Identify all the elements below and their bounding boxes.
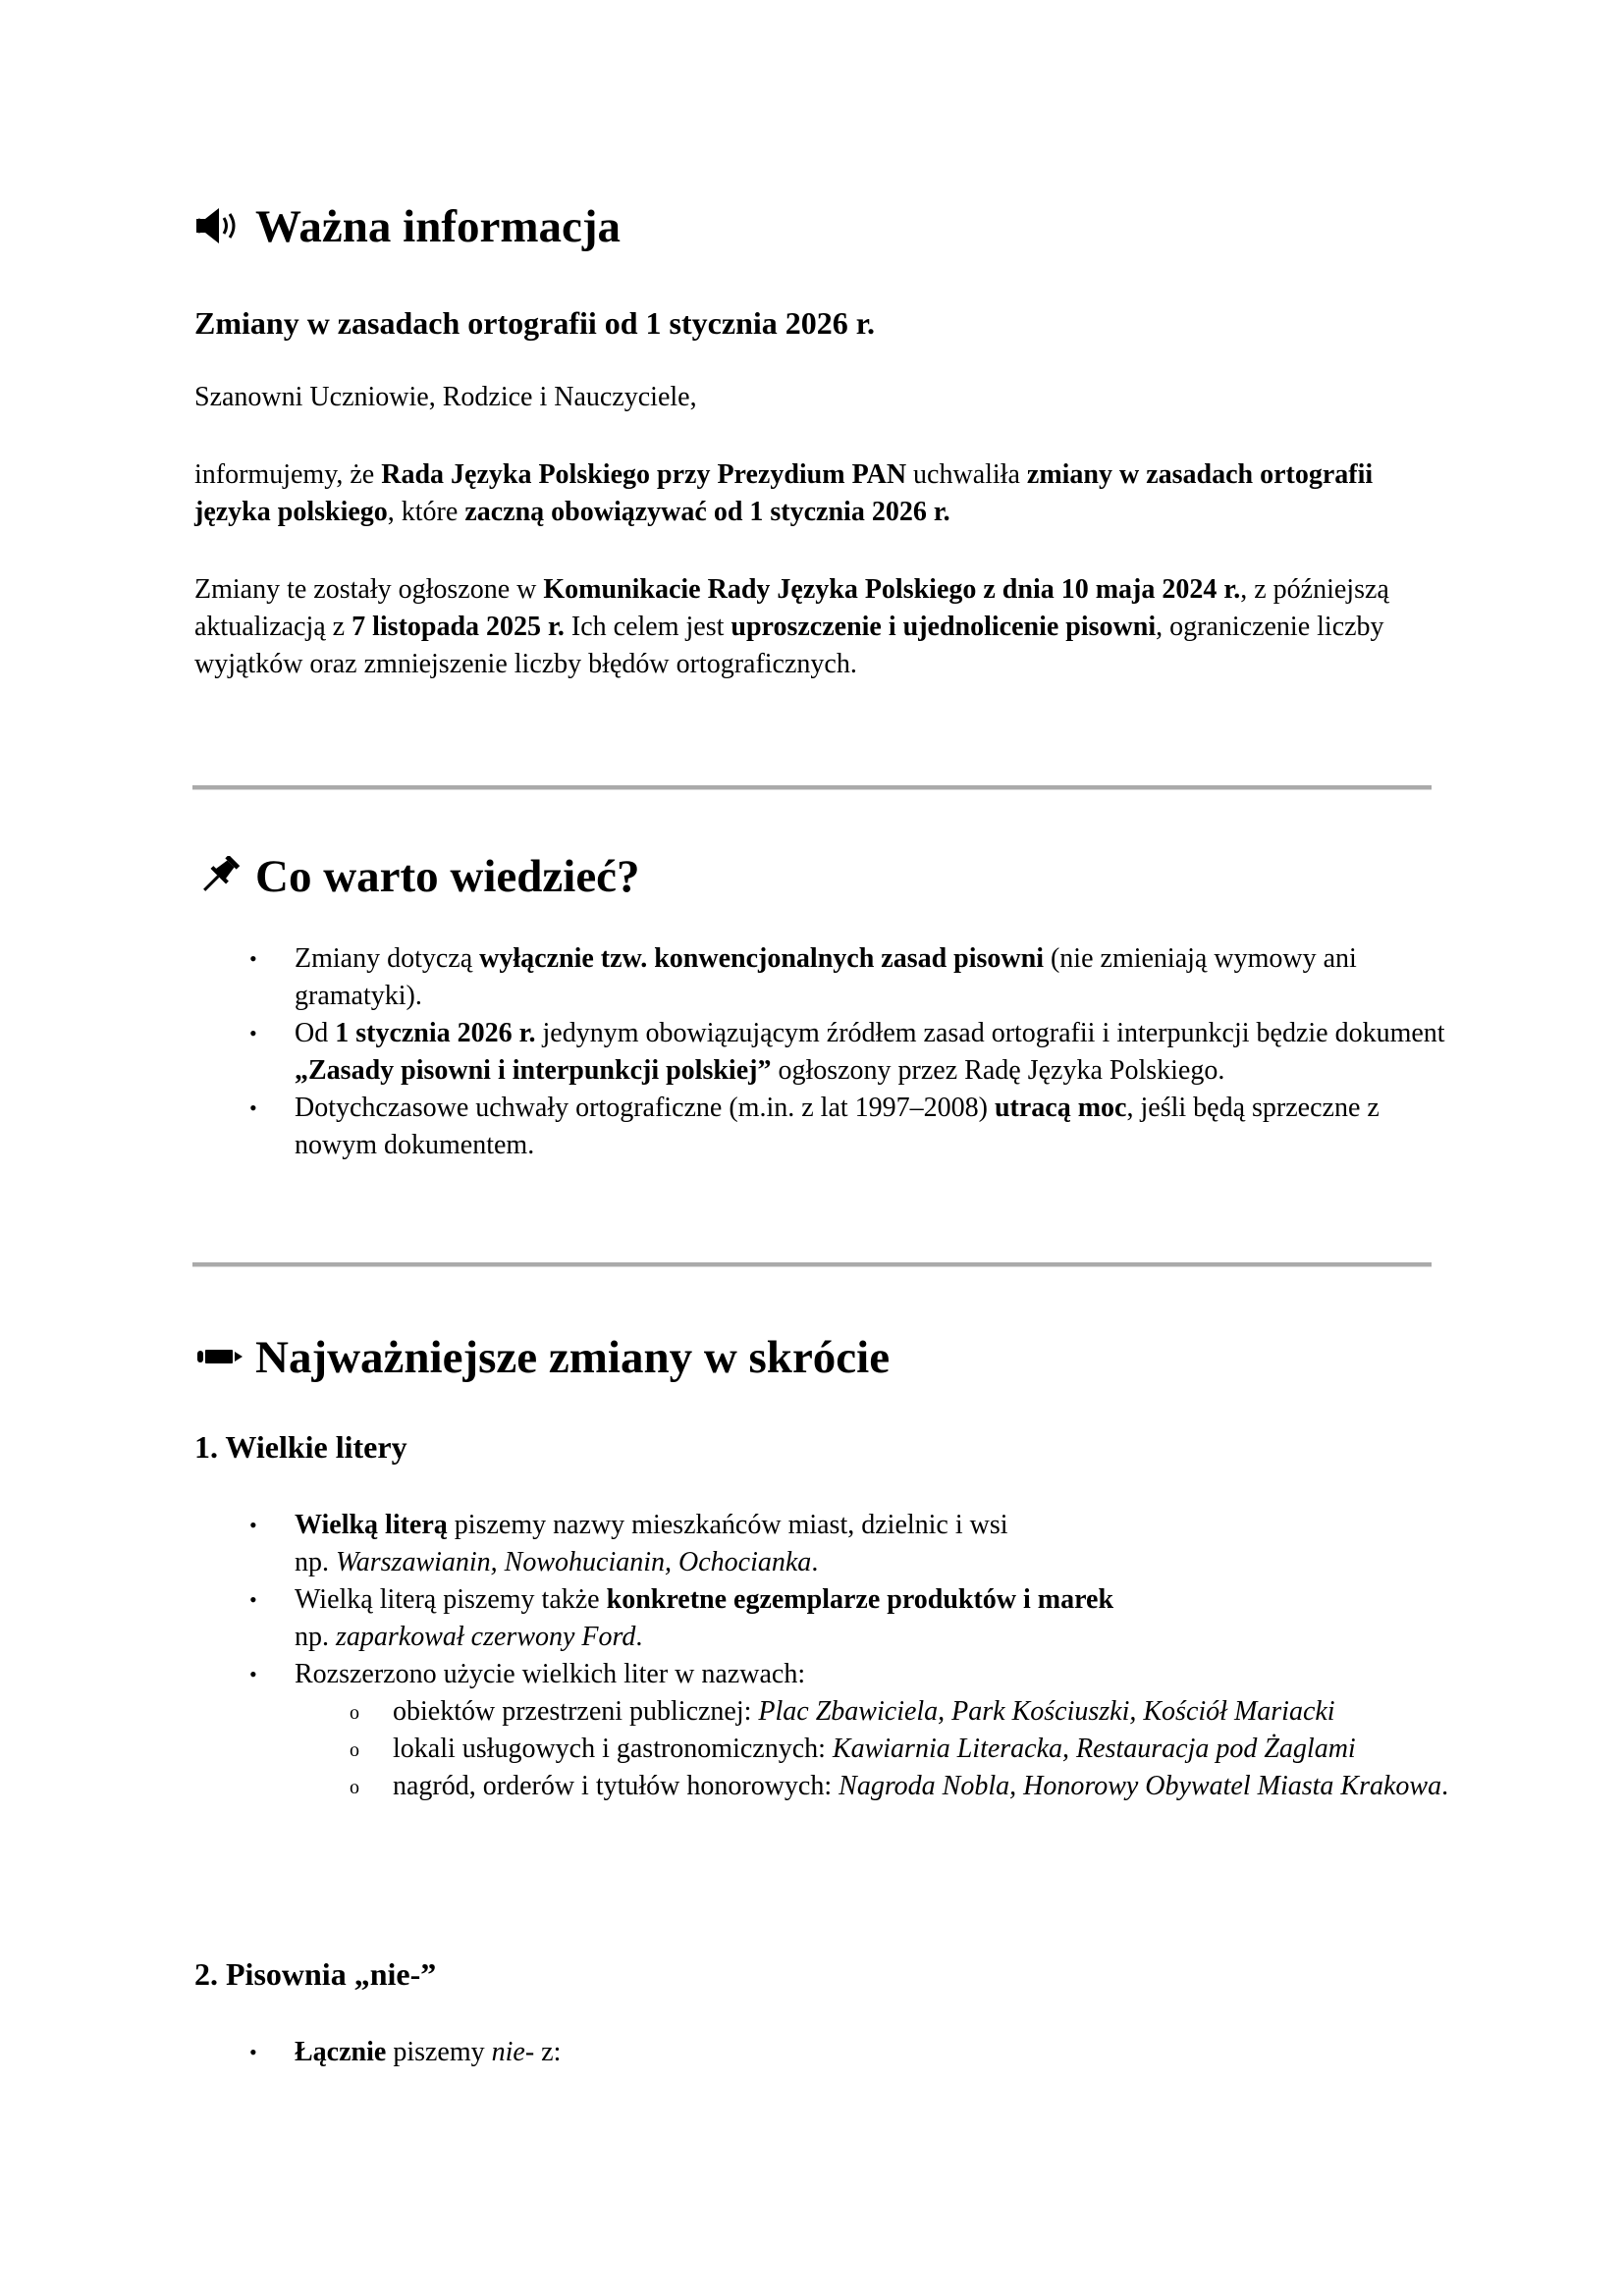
text: , ograniczenie liczby wyjątków oraz zmniejszenie liczby błędów ortograficznych. [194,612,1384,679]
pencil-icon [194,1337,244,1376]
text: , jeśli będą sprzeczne z nowym dokumentem. [295,1093,1380,1160]
bold-update-date: 7 listopada 2025 r. [352,612,565,642]
heading-text: Ważna informacja [255,201,622,252]
bold-document-title: „Zasady pisowni i interpunkcji polskiej” [295,1055,772,1086]
text: Zmiany dotyczą [295,943,480,974]
text: np. [295,1622,336,1652]
text: informujemy, że [194,459,382,490]
list-item [194,1015,1451,1090]
list-item [194,1656,1451,1805]
heading-key-changes [194,1332,891,1383]
bold-council-name: Rada Języka Polskiego przy Prezydium PAN [381,459,907,490]
text: - z: [524,2037,562,2067]
list-item [194,1507,1451,1581]
text: Rozszerzono użycie wielkich liter w nazwach: [295,1659,806,1689]
worth-knowing-list [194,940,1451,1164]
text: piszemy [386,2037,492,2067]
italic-example: Kawiarnia Literacka, Restauracja pod Żaglami [832,1734,1356,1764]
italic-example: Nagroda Nobla, Honorowy Obywatel Miasta Krakowa [839,1771,1442,1801]
circle-bullet-icon: o [350,1739,359,1761]
circle-bullet-icon: o [350,1702,359,1724]
text: . [635,1622,643,1652]
bold-text: utracą moc [994,1093,1127,1123]
heading-important-info [194,201,622,252]
bold-text: Łącznie [295,2037,387,2067]
text: lokali usługowych i gastronomicznych: [393,1734,833,1764]
bullet-icon: • [249,2040,257,2064]
text: Ich celem jest [564,612,731,642]
nested-list-item [295,1768,1451,1805]
subheading-changes-date: Zmiany w zasadach ortografii od 1 stycznia 2026 r. [194,305,876,341]
list-item [194,940,1451,1015]
text: jedynym obowiązującym źródłem zasad ortografii i interpunkcji będzie dokument [535,1018,1445,1048]
text: Wielką literą piszemy także [295,1584,607,1615]
bold-communique: Komunikacie Rady Języka Polskiego z dnia 10 maja 2024 r. [543,574,1241,605]
text: Dotychczasowe uchwały ortograficzne (m.in. z lat 1997–2008) [295,1093,995,1123]
subheading-nie-spelling: 2. Pisownia „nie-” [194,1956,437,1992]
bold-text: 1 stycznia 2026 r. [335,1018,536,1048]
bold-text: wyłącznie tzw. konwencjonalnych zasad pisowni [479,943,1044,974]
greeting: Szanowni Uczniowie, Rodzice i Nauczyciele, [194,382,697,412]
bullet-icon: • [249,946,257,971]
text: obiektów przestrzeni publicznej: [393,1696,759,1727]
text: nagród, orderów i tytułów honorowych: [393,1771,839,1801]
bold-goal: uproszczenie i ujednolicenie pisowni [731,612,1157,642]
bold-changes: zmiany w zasadach ortografii języka polskiego [194,459,1374,527]
speaker-icon [194,206,244,245]
text: . [1441,1771,1449,1801]
text: ogłoszony przez Radę Języka Polskiego. [771,1055,1225,1086]
text: . [811,1547,819,1577]
bullet-icon: • [249,1662,257,1686]
capital-letters-list [194,1507,1451,1805]
bold-effective-date: zaczną obowiązywać od 1 stycznia 2026 r. [464,497,950,527]
bullet-icon: • [249,1021,257,1045]
paragraph-communique [194,571,1432,683]
italic-example: Warszawianin, Nowohucianin, Ochocianka [336,1547,812,1577]
subheading-capital-letters: 1. Wielkie litery [194,1429,407,1465]
text: Od [295,1018,336,1048]
text: , z późniejszą aktualizacją z [194,574,1389,642]
text: , które [387,497,465,527]
nested-list [295,1693,1451,1805]
nested-list-item [295,1731,1451,1768]
bullet-icon: • [249,1587,257,1612]
bold-text: konkretne egzemplarze produktów i marek [606,1584,1114,1615]
paragraph-announcement [194,456,1432,531]
bullet-icon: • [249,1513,257,1537]
circle-bullet-icon: o [350,1777,359,1798]
heading-worth-knowing [194,851,640,902]
list-item [194,1090,1451,1164]
heading-text: Najważniejsze zmiany w skrócie [255,1332,891,1383]
text: Zmiany te zostały ogłoszone w [194,574,544,605]
nested-list-item [295,1693,1451,1731]
text: uchwaliła [906,459,1027,490]
italic-prefix: nie [491,2037,525,2067]
italic-example: Plac Zbawiciela, Park Kościuszki, Kościół Mariacki [758,1696,1335,1727]
list-item [194,1581,1451,1656]
text: (nie zmieniają wymowy ani gramatyki). [295,943,1357,1011]
heading-text: Co warto wiedzieć? [255,851,640,902]
list-item [194,2034,1451,2071]
nie-spelling-list [194,2034,1451,2071]
bullet-icon: • [249,1095,257,1120]
divider [192,1262,1432,1267]
text: piszemy nazwy mieszkańców miast, dzielnic i wsi [447,1510,1008,1540]
text: np. [295,1547,336,1577]
divider [192,785,1432,790]
pushpin-icon [194,856,244,895]
italic-example: zaparkował czerwony Ford [336,1622,636,1652]
bold-text: Wielką literą [295,1510,448,1540]
